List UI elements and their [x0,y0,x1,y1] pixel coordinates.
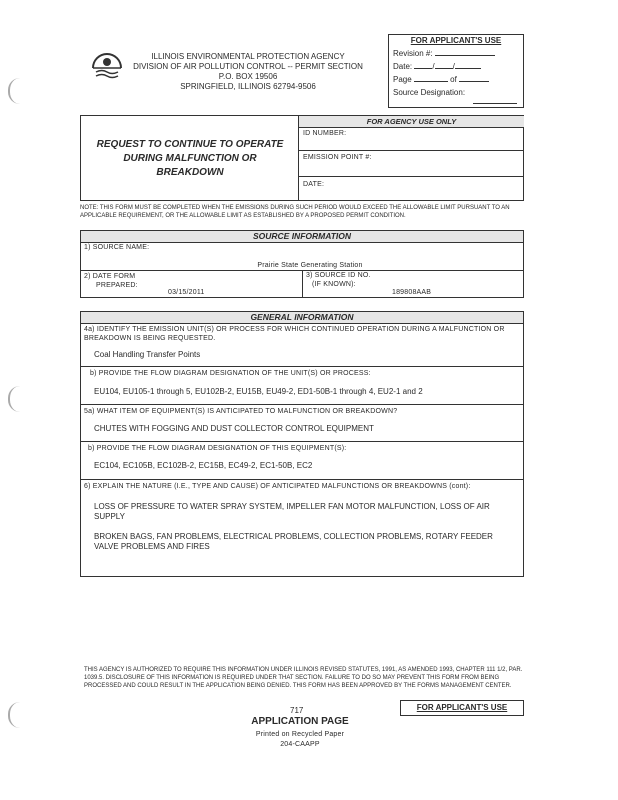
date-prepared-value[interactable]: 03/15/2011 [168,289,205,296]
date-year-field[interactable] [455,68,481,69]
page-label: Page of [393,75,489,85]
answer-6-part-2[interactable]: BROKEN BAGS, FAN PROBLEMS, ELECTRICAL PROBLEMS, COLLECTION PROBLEMS, ROTARY FEEDER VALVE PROBLEMS AND FIRES [94,532,493,551]
general-row-divider [80,441,524,442]
application-page-label: APPLICATION PAGE [251,716,349,727]
applicant-use-title: FOR APPLICANT'S USE [410,36,502,45]
binder-hole-mark [8,702,20,728]
binder-hole-mark [8,386,20,412]
source-name-value[interactable]: Prairie State Generating Station [257,262,363,269]
question-4a: 4a) IDENTIFY THE EMISSION UNIT(S) OR PROCESS FOR WHICH CONTINUED OPERATION DURING A MALFUNCTION OR BREAKDOWN IS BEING REQUESTED. [84,326,505,342]
page-code: 717 [290,706,304,715]
po-box: P.O. BOX 19506 [218,72,278,81]
city-address: SPRINGFIELD, ILLINOIS 62794-9506 [180,82,316,91]
revision-label: Revision #: [393,49,495,59]
source-designation-label: Source Designation: [393,88,466,97]
applicant-use-footer-title: FOR APPLICANT'S USE [416,703,508,712]
source-col-divider [302,270,303,298]
page-field[interactable] [414,81,448,82]
source-id-value[interactable]: 189808AAB [392,289,432,296]
agency-header [128,52,368,92]
general-row-divider [80,404,524,405]
date-agency-label: DATE: [303,181,325,188]
form-number: 204-CAAPP [280,741,320,748]
question-5b: b) PROVIDE THE FLOW DIAGRAM DESIGNATION OF THIS EQUIPMENT(S): [88,445,347,452]
source-information-title: SOURCE INFORMATION [81,231,523,243]
statutory-disclosure: THIS AGENCY IS AUTHORIZED TO REQUIRE THIS INFORMATION UNDER ILLINOIS REVISED STATUTES, 1991, AS AMENDED 1993, CHAPTER 111 1/2, PAR. 1039.5. DISCLOSURE OF THIS INFORMATION IS REQUIRED UNDER THAT SECTION. FAILURE TO DO SO MAY PREVENT THIS FORM FROM BEING PROCESSED AND COULD RESULT IN THE APPLICATION BEING DENIED. THIS FORM HAS BEEN APPROVED BY THE FORMS MANAGEMENT CENTER. [84,667,523,689]
question-5a: 5a) WHAT ITEM OF EQUIPMENT(S) IS ANTICIPATED TO MALFUNCTION OR BREAKDOWN? [84,408,398,415]
question-4b: b) PROVIDE THE FLOW DIAGRAM DESIGNATION OF THE UNIT(S) OR PROCESS: [90,370,371,377]
applicant-use-box [388,34,524,108]
source-name-label: 1) SOURCE NAME: [84,244,150,251]
answer-5b[interactable]: EC104, EC105B, EC102B-2, EC15B, EC49-2, EC1-50B, EC2 [94,461,313,470]
general-row-divider [80,366,524,367]
date-day-field[interactable] [435,68,453,69]
binder-hole-mark [8,78,20,104]
general-row-divider [80,479,524,480]
agency-logo [90,50,124,80]
agency-row-divider [299,150,524,151]
answer-5a[interactable]: CHUTES WITH FOGGING AND DUST COLLECTOR CONTROL EQUIPMENT [94,424,374,433]
agency-use-title: FOR AGENCY USE ONLY [299,116,524,128]
division-name: DIVISION OF AIR POLLUTION CONTROL -- PERMIT SECTION [133,62,363,71]
id-number-label: ID NUMBER: [303,130,347,137]
recycled-paper-note: Printed on Recycled Paper [255,731,345,738]
question-6: 6) EXPLAIN THE NATURE (I.E., TYPE AND CAUSE) OF ANTICIPATED MALFUNCTIONS OR BREAKDOWNS (cont): [84,483,471,490]
answer-4a[interactable]: Coal Handling Transfer Points [94,350,201,359]
answer-4b[interactable]: EU104, EU105-1 through 5, EU102B-2, EU15B, EU49-2, ED1-50B-1 through 4, EU2-1 and 2 [94,387,423,396]
page-total-field[interactable] [459,81,489,82]
source-designation-field[interactable] [473,103,517,104]
revision-field[interactable] [435,55,495,56]
agency-name: ILLINOIS ENVIRONMENTAL PROTECTION AGENCY [151,52,345,61]
form-title: REQUEST TO CONTINUE TO OPERATE DURING MALFUNCTION OR BREAKDOWN [96,139,284,178]
general-information-title: GENERAL INFORMATION [81,312,523,324]
form-note: NOTE: THIS FORM MUST BE COMPLETED WHEN THE EMISSIONS DURING SUCH PERIOD WOULD EXCEED THE ALLOWABLE LIMIT PURSUANT TO AN APPLICABLE REQUIREMENT, OR THE ALLOWABLE LIMIT AS ESTABLISHED BY A PROPOSED PERMIT CONDITION. [80,205,510,219]
applicant-use-footer-box [400,700,524,716]
date-prepared-label: 2) DATE FORM PREPARED: [84,273,138,289]
date-label: Date: / / [393,62,481,72]
source-id-label: 3) SOURCE ID NO. (IF KNOWN): [306,272,371,288]
answer-6-part-1[interactable]: LOSS OF PRESSURE TO WATER SPRAY SYSTEM, IMPELLER FAN MOTOR MALFUNCTION, LOSS OF AIR SUPPLY [94,502,490,521]
date-month-field[interactable] [414,68,432,69]
emission-point-label: EMISSION POINT #: [303,154,372,161]
agency-row-divider [299,176,524,177]
